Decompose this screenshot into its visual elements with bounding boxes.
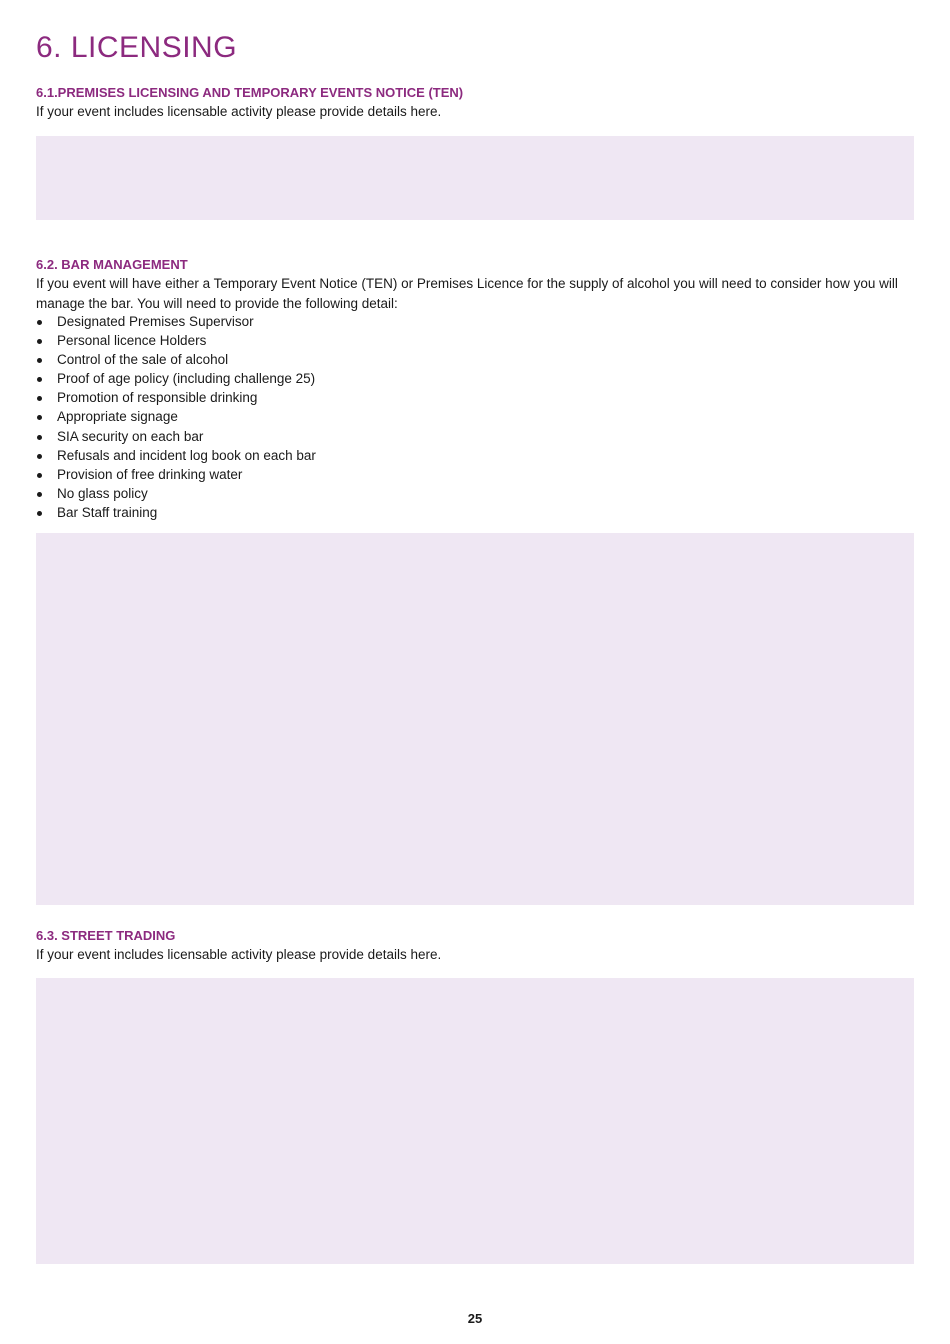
list-item: Bar Staff training	[36, 503, 316, 522]
street-trading-details-field[interactable]	[36, 978, 914, 1264]
list-item: Promotion of responsible drinking	[36, 388, 316, 407]
street-trading-heading: 6.3. STREET TRADING	[36, 928, 176, 943]
bullet-icon	[37, 339, 42, 344]
list-item: Refusals and incident log book on each bar	[36, 446, 316, 465]
list-item: Designated Premises Supervisor	[36, 312, 316, 331]
bar-management-intro: If you event will have either a Temporary Event Notice (TEN) or Premises Licence for the supply of alcohol you will need to consider how you will manage the bar. You will need to provide the following detail:	[36, 276, 898, 311]
bullet-icon	[37, 473, 42, 478]
bar-management-heading: 6.2. BAR MANAGEMENT	[36, 257, 188, 272]
bullet-icon	[37, 454, 42, 459]
page-number: 25	[467, 1311, 483, 1326]
premises-licensing-heading: 6.1.PREMISES LICENSING AND TEMPORARY EVENTS NOTICE (TEN)	[36, 85, 464, 100]
street-trading-intro: If your event includes licensable activity please provide details here.	[36, 947, 442, 962]
bullet-icon	[37, 396, 42, 401]
list-item: Control of the sale of alcohol	[36, 350, 316, 369]
list-item: No glass policy	[36, 484, 316, 503]
bar-management-details-field[interactable]	[36, 533, 914, 905]
bullet-icon	[37, 358, 42, 363]
bullet-icon	[37, 492, 42, 497]
list-item: Provision of free drinking water	[36, 465, 316, 484]
bullet-icon	[37, 415, 42, 420]
list-item: Appropriate signage	[36, 407, 316, 426]
bullet-icon	[37, 511, 42, 516]
bar-management-requirements-list	[36, 312, 316, 522]
bullet-icon	[37, 320, 42, 325]
list-item: Personal licence Holders	[36, 331, 316, 350]
premises-licensing-details-field[interactable]	[36, 136, 914, 220]
list-item: Proof of age policy (including challenge 25)	[36, 369, 316, 388]
bullet-icon	[37, 435, 42, 440]
premises-licensing-intro: If your event includes licensable activity please provide details here.	[36, 104, 442, 119]
page-title: 6. LICENSING	[36, 31, 238, 64]
list-item: SIA security on each bar	[36, 427, 316, 446]
bullet-icon	[37, 377, 42, 382]
